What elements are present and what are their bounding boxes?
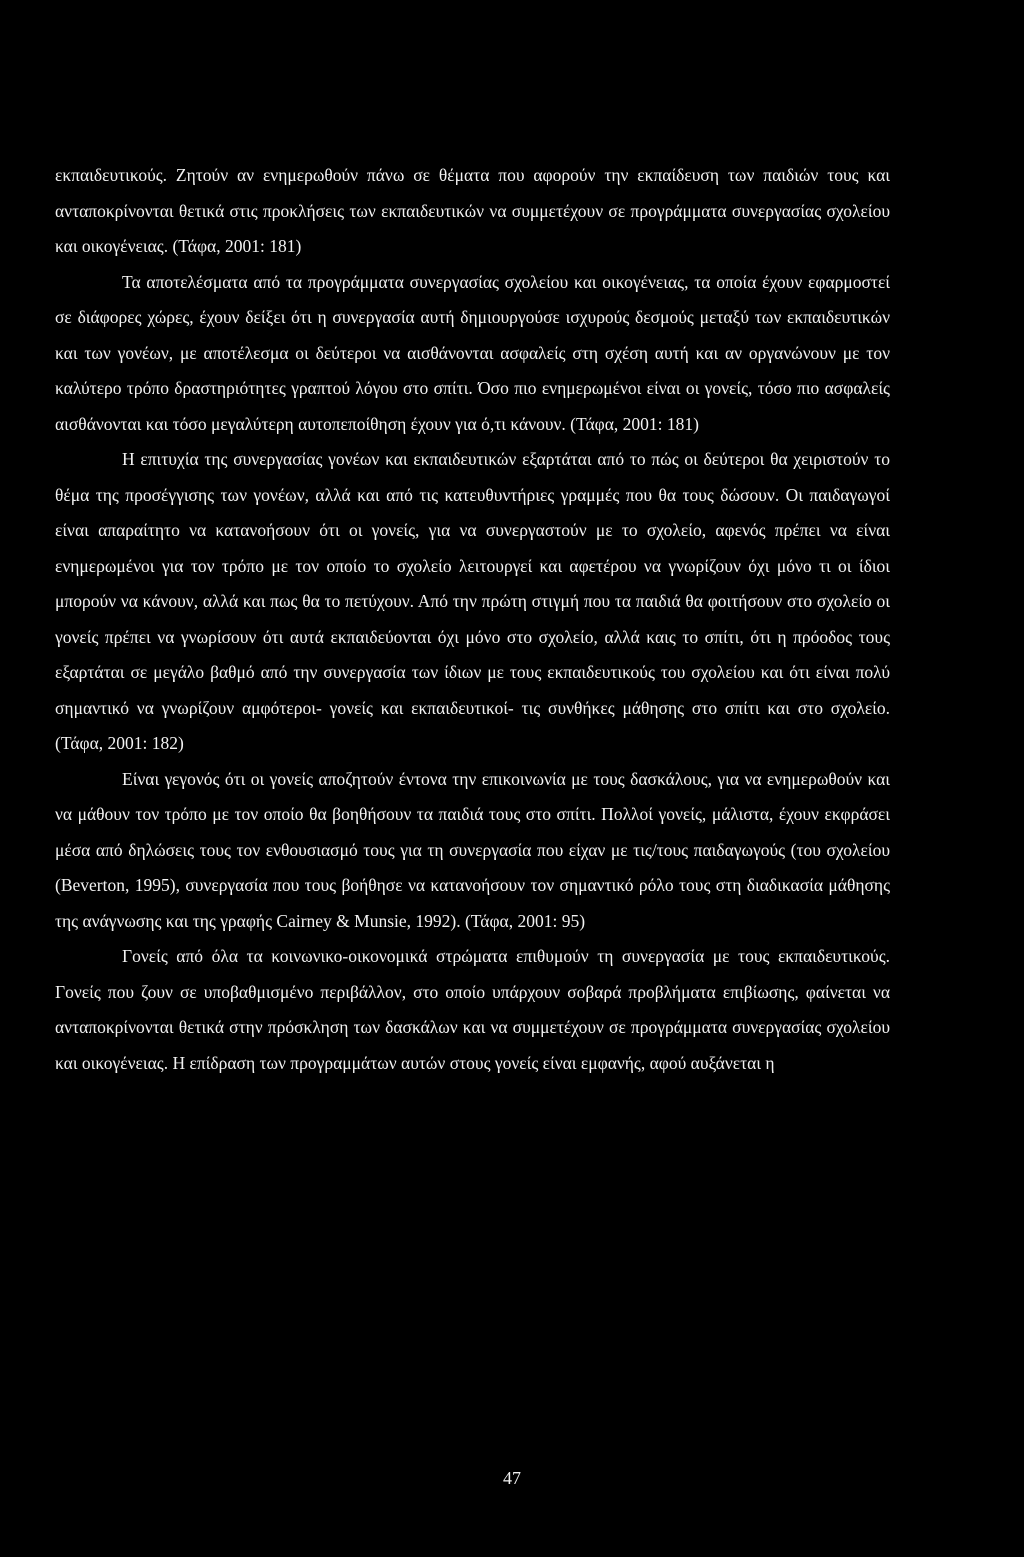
paragraph-2: Τα αποτελέσματα από τα προγράμματα συνεργασίας σχολείου και οικογένειας, τα οποία έχουν εφαρμοστεί σε διάφορες χώρες, έχουν δείξει ότι η συνεργασία αυτή δημιουργούσε ισχυρούς δεσμούς μεταξύ των εκπαιδευτικών και των γονέων, με αποτέλεσμα οι δεύτεροι να αισθάνονται ασφαλείς στη σχέση αυτή και αν οργανώνουν με τον καλύτερο τρόπο δραστηριότητες γραπτού λόγου στο σπίτι. Όσο πιο ενημερωμένοι είναι οι γονείς, τόσο πιο ασφαλείς αισθάνονται και τόσο μεγαλύτερη αυτοπεποίθηση έχουν για ό,τι κάνουν. (Τάφα, 2001: 181) — [55, 271, 890, 434]
page-body — [55, 158, 890, 1081]
paragraph-1: εκπαιδευτικούς. Ζητούν αν ενημερωθούν πάνω σε θέματα που αφορούν την εκπαίδευση των παιδιών τους και ανταποκρίνονται θετικά στις προκλήσεις των εκπαιδευτικών να συμμετέχουν σε προγράμματα συνεργασίας σχολείου και οικογένειας. (Τάφα, 2001: 181) — [55, 165, 890, 256]
paragraph-4: Είναι γεγονός ότι οι γονείς αποζητούν έντονα την επικοινωνία με τους δασκάλους, για να ενημερωθούν και να μάθουν τον τρόπο με τον οποίο θα βοηθήσουν τα παιδιά τους στο σπίτι. Πολλοί γονείς, μάλιστα, έχουν εκφράσει μέσα από δηλώσεις τους τον ενθουσιασμό τους για τη συνεργασία που είχαν με τις/τους παιδαγωγούς (του σχολείου (Beverton, 1995), συνεργασία που τους βοήθησε να κατανοήσουν τον σημαντικό ρόλο τους στη διαδικασία μάθησης της ανάγνωσης και της γραφής Cairney & Munsie, 1992). (Τάφα, 2001: 95) — [55, 768, 890, 931]
paragraph-5: Γονείς από όλα τα κοινωνικο-οικονομικά στρώματα επιθυμούν τη συνεργασία με τους εκπαιδευτικούς. Γονείς που ζουν σε υποβαθμισμένο περιβάλλον, στο οποίο υπάρχουν σοβαρά προβλήματα επιβίωσης, φαίνεται να ανταποκρίνονται θετικά στην πρόσκληση των δασκάλων και να συμμετέχουν σε προγράμματα συνεργασίας σχολείου και οικογένειας. Η επίδραση των προγραμμάτων αυτών στους γονείς είναι εμφανής, αφού αυξάνεται η — [55, 946, 890, 1073]
page-number: 47 — [503, 1468, 521, 1488]
paragraph-3: Η επιτυχία της συνεργασίας γονέων και εκπαιδευτικών εξαρτάται από το πώς οι δεύτεροι θα χειριστούν το θέμα της προσέγγισης των γονέων, αλλά και από τις κατευθυντήριες γραμμές που θα τους δώσουν. Οι παιδαγωγοί είναι απαραίτητο να κατανοήσουν ότι οι γονείς, για να συνεργαστούν με το σχολείο, αφενός πρέπει να είναι ενημερωμένοι για τον τρόπο με τον οποίο το σχολείο λειτουργεί και αφετέρου να γνωρίζουν όχι μόνο τι οι ίδιοι μπορούν να κάνουν, αλλά και πως θα το πετύχουν. Από την πρώτη στιγμή που τα παιδιά θα φοιτήσουν στο σχολείο οι γονείς πρέπει να γνωρίσουν ότι αυτά εκπαιδεύονται όχι μόνο στο σχολείο, αλλά καις το σπίτι, ότι η πρόοδος τους εξαρτάται σε μεγάλο βαθμό από την συνεργασία των ίδιων με τους εκπαιδευτικούς του σχολείου και ότι είναι πολύ σημαντικό να γνωρίζουν αμφότεροι- γονείς και εκπαιδευτικοί- τις συνθήκες μάθησης στο σπίτι και στο σχολείο. (Τάφα, 2001: 182) — [55, 449, 890, 753]
